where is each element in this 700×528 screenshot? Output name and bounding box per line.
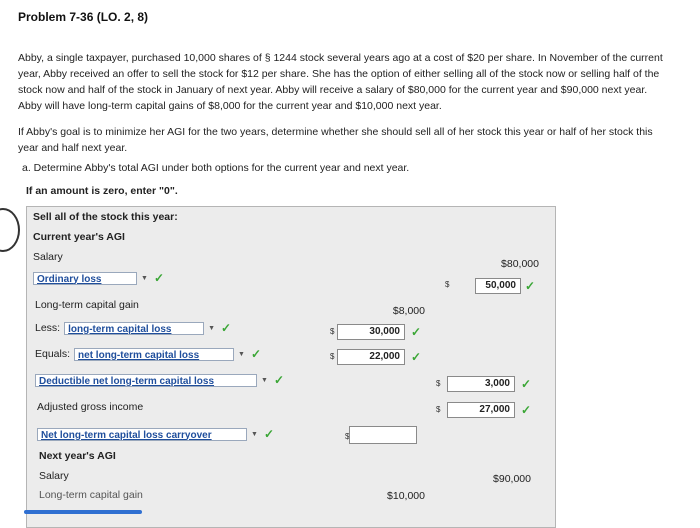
ltcg-value: $8,000 — [392, 305, 425, 317]
problem-title: Problem 7-36 (LO. 2, 8) — [18, 10, 149, 24]
deductible-dropdown[interactable]: Deductible net long-term capital loss — [35, 374, 257, 387]
less-dropdown[interactable]: long-term capital loss — [64, 322, 204, 335]
dollar-sign: $ — [330, 352, 335, 361]
chevron-down-icon: ▼ — [238, 350, 245, 358]
problem-paragraph-1-line-2: year, Abby received an offer to sell the stock for $12 per share. She has the option of either selling all of the stock now or selling half of the — [18, 68, 660, 80]
next-year-heading: Next year's AGI — [39, 450, 116, 462]
chevron-down-icon: ▼ — [261, 376, 268, 384]
less-row — [35, 321, 231, 335]
salary-label: Salary — [33, 251, 63, 263]
next-salary-label: Salary — [39, 470, 69, 482]
check-icon: ✓ — [153, 271, 164, 285]
problem-paragraph-2 — [18, 124, 678, 156]
deductible-input[interactable]: 3,000 — [447, 376, 515, 392]
ordinary-loss-dropdown-wrap — [33, 271, 164, 285]
equals-dropdown[interactable]: net long-term capital loss — [74, 348, 234, 361]
check-icon: ✓ — [521, 403, 532, 417]
answer-panel — [26, 206, 556, 528]
dollar-sign: $ — [330, 327, 335, 336]
problem-paragraph-1-line-3: stock now and half of the stock in January of next year. Abby will receive a salary of $80,000 for the current year and $90,000 next year. — [18, 84, 648, 96]
next-salary-value: $90,000 — [493, 473, 531, 485]
problem-paragraph-1-line-1: Abby, a single taxpayer, purchased 10,000 shares of § 1244 stock several years ago at a cost of $20 per share. In November of the current — [18, 52, 663, 64]
check-icon: ✓ — [273, 373, 284, 387]
less-input[interactable]: 30,000 — [337, 324, 405, 340]
salary-value: $80,000 — [501, 258, 539, 270]
deductible-row — [35, 373, 284, 387]
equals-input[interactable]: 22,000 — [337, 349, 405, 365]
side-nav-circle[interactable] — [0, 208, 20, 252]
zero-instruction: If an amount is zero, enter "0". — [26, 185, 178, 197]
problem-paragraph-1 — [18, 50, 678, 114]
chevron-down-icon: ▼ — [208, 324, 216, 332]
problem-paragraph-1-line-4: Abby will have long-term capital gains of $8,000 for the current year and $10,000 next year. — [18, 100, 442, 112]
check-icon: ✓ — [250, 347, 262, 361]
check-icon: ✓ — [263, 427, 274, 441]
horizontal-scrollbar[interactable] — [24, 510, 142, 514]
ltcg-label: Long-term capital gain — [35, 299, 139, 311]
agi-input[interactable]: 27,000 — [447, 402, 515, 418]
check-icon: ✓ — [221, 321, 232, 335]
ordinary-loss-input[interactable]: 50,000 — [475, 278, 521, 294]
section-title: Sell all of the stock this year: — [33, 211, 178, 223]
dollar-sign: $ — [436, 405, 441, 414]
chevron-down-icon: ▼ — [251, 430, 258, 438]
carryover-dropdown[interactable]: Net long-term capital loss carryover — [37, 428, 247, 441]
ordinary-loss-dropdown[interactable]: Ordinary loss — [33, 272, 137, 285]
carryover-input[interactable] — [349, 426, 417, 444]
less-label: Less: — [35, 322, 61, 334]
problem-paragraph-2-line-1: If Abby's goal is to minimize her AGI for the two years, determine whether she should sell all of her stock this year or half of her stock this — [18, 126, 653, 138]
next-ltcg-value: $10,000 — [387, 490, 425, 502]
next-ltcg-label: Long-term capital gain — [39, 489, 143, 501]
equals-label: Equals: — [35, 348, 71, 360]
carryover-row — [37, 427, 274, 441]
current-year-heading: Current year's AGI — [33, 231, 125, 243]
check-icon: ✓ — [411, 350, 422, 364]
equals-row — [35, 347, 261, 361]
check-icon: ✓ — [521, 377, 532, 391]
dollar-sign: $ — [445, 280, 450, 289]
part-a-prompt: a. Determine Abby's total AGI under both options for the current year and next year. — [22, 162, 410, 174]
check-icon: ✓ — [411, 325, 422, 339]
problem-paragraph-2-line-2: year and half next year. — [18, 142, 128, 154]
chevron-down-icon: ▼ — [141, 274, 148, 282]
dollar-sign: $ — [436, 379, 441, 388]
check-icon: ✓ — [525, 279, 536, 293]
agi-label: Adjusted gross income — [37, 401, 144, 413]
dollar-sign: $ — [345, 432, 350, 441]
